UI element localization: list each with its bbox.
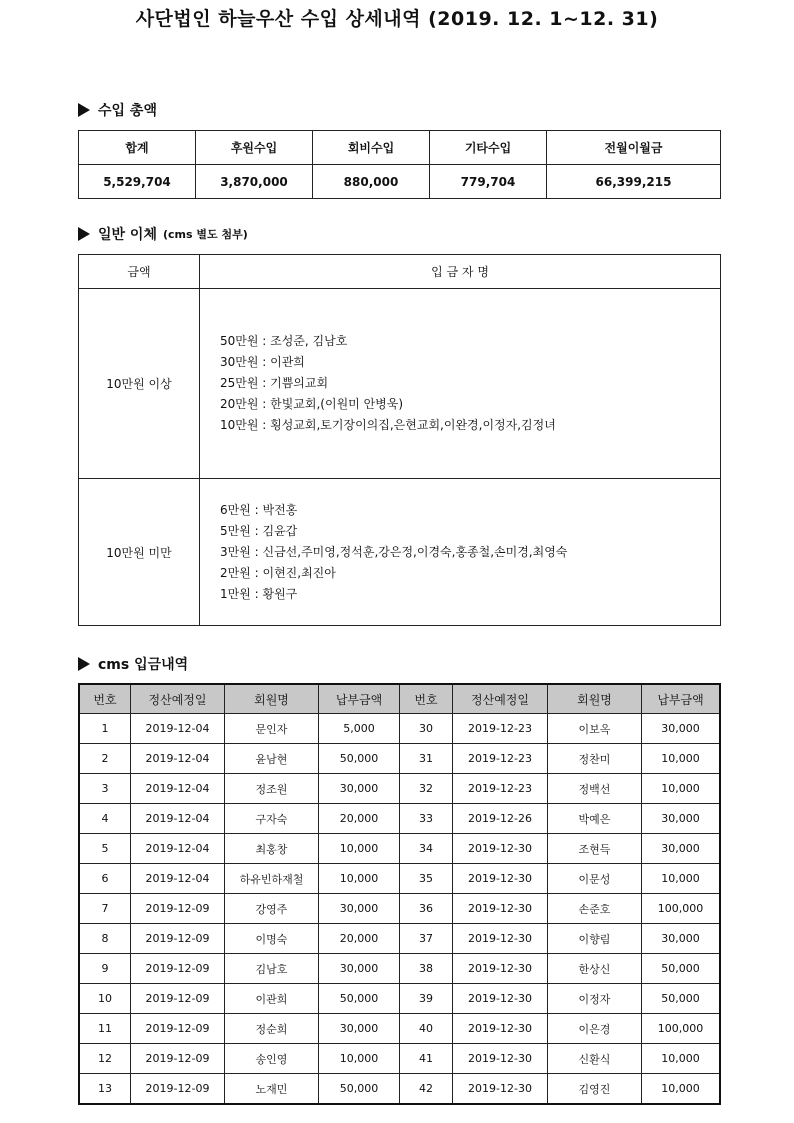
- cms-cell-member: 한상신: [548, 954, 642, 984]
- cms-cell-amount: 5,000: [319, 714, 400, 744]
- cms-header-no: 번호: [79, 684, 131, 714]
- cms-cell-no: 39: [400, 984, 453, 1014]
- cms-header-date: 정산예정일: [131, 684, 225, 714]
- cms-cell-date: 2019-12-23: [453, 744, 548, 774]
- cms-cell-member: 박예은: [548, 804, 642, 834]
- summary-header-other: 기타수입: [430, 131, 547, 165]
- cms-cell-date: 2019-12-04: [131, 804, 225, 834]
- cms-cell-date: 2019-12-23: [453, 714, 548, 744]
- general-heading-text: 일반 이체: [98, 227, 157, 243]
- cms-cell-date: 2019-12-30: [453, 984, 548, 1014]
- table-row: [79, 804, 720, 834]
- cms-cell-no: 8: [79, 924, 131, 954]
- cms-cell-amount: 30,000: [642, 714, 721, 744]
- cms-header-row: [79, 684, 720, 714]
- cms-cell-date: 2019-12-23: [453, 774, 548, 804]
- cms-cell-no: 5: [79, 834, 131, 864]
- table-row: [79, 744, 720, 774]
- cms-cell-amount: 30,000: [642, 804, 721, 834]
- cms-cell-no: 36: [400, 894, 453, 924]
- cms-cell-amount: 30,000: [642, 834, 721, 864]
- cms-cell-member: 조현득: [548, 834, 642, 864]
- triangle-bullet-icon: [78, 657, 90, 671]
- cms-cell-member: 정백선: [548, 774, 642, 804]
- cms-cell-no: 42: [400, 1074, 453, 1105]
- summary-value-donation: 3,870,000: [196, 165, 313, 199]
- cms-cell-amount: 30,000: [642, 924, 721, 954]
- table-row: [79, 894, 720, 924]
- cms-cell-amount: 50,000: [319, 744, 400, 774]
- donor-line: 10만원 : 횡성교회,토기장이의집,은현교회,이완경,이정자,김정녀: [220, 418, 556, 432]
- cms-cell-amount: 50,000: [642, 984, 721, 1014]
- donor-line: 5만원 : 김윤갑: [220, 523, 298, 538]
- cms-cell-no: 3: [79, 774, 131, 804]
- cms-body: [79, 714, 720, 1105]
- donor-row-under-100k: [79, 479, 721, 626]
- cms-cell-amount: 20,000: [319, 924, 400, 954]
- cms-cell-amount: 20,000: [319, 804, 400, 834]
- general-heading: [78, 224, 248, 244]
- cms-cell-amount: 10,000: [642, 864, 721, 894]
- cms-cell-amount: 10,000: [642, 1044, 721, 1074]
- cms-cell-member: 강영주: [225, 894, 319, 924]
- cms-header-amount: 납부금액: [319, 684, 400, 714]
- table-row: [79, 774, 720, 804]
- table-row: [79, 984, 720, 1014]
- cms-cell-no: 1: [79, 714, 131, 744]
- cms-cell-member: 구자숙: [225, 804, 319, 834]
- cms-cell-no: 32: [400, 774, 453, 804]
- summary-value-carryover: 66,399,215: [547, 165, 721, 199]
- summary-header-donation: 후원수입: [196, 131, 313, 165]
- cms-cell-amount: 50,000: [319, 984, 400, 1014]
- cms-cell-member: 정조원: [225, 774, 319, 804]
- cms-cell-date: 2019-12-26: [453, 804, 548, 834]
- cms-cell-member: 이보옥: [548, 714, 642, 744]
- cms-cell-member: 이명숙: [225, 924, 319, 954]
- cms-cell-date: 2019-12-09: [131, 1074, 225, 1105]
- cms-cell-no: 12: [79, 1044, 131, 1074]
- table-row: [79, 954, 720, 984]
- cms-cell-member: 손준호: [548, 894, 642, 924]
- cms-cell-no: 37: [400, 924, 453, 954]
- cms-header-member: 회원명: [548, 684, 642, 714]
- summary-value-total: 5,529,704: [79, 165, 196, 199]
- cms-cell-no: 9: [79, 954, 131, 984]
- cms-cell-no: 6: [79, 864, 131, 894]
- table-row: [79, 924, 720, 954]
- cms-cell-amount: 10,000: [319, 1044, 400, 1074]
- cms-cell-member: 최홍창: [225, 834, 319, 864]
- cms-header-amount: 납부금액: [642, 684, 721, 714]
- cms-cell-amount: 10,000: [319, 834, 400, 864]
- cms-cell-member: 정찬미: [548, 744, 642, 774]
- table-row: [79, 1014, 720, 1044]
- table-row: [79, 834, 720, 864]
- cms-cell-member: 송인영: [225, 1044, 319, 1074]
- cms-cell-date: 2019-12-04: [131, 834, 225, 864]
- cms-cell-no: 38: [400, 954, 453, 984]
- cms-cell-amount: 100,000: [642, 894, 721, 924]
- cms-cell-date: 2019-12-09: [131, 1044, 225, 1074]
- cms-cell-no: 11: [79, 1014, 131, 1044]
- cms-cell-member: 문인자: [225, 714, 319, 744]
- cms-cell-no: 2: [79, 744, 131, 774]
- cms-cell-no: 40: [400, 1014, 453, 1044]
- cms-cell-date: 2019-12-30: [453, 894, 548, 924]
- cms-cell-member: 이향림: [548, 924, 642, 954]
- summary-value-membership: 880,000: [313, 165, 430, 199]
- donor-header-row: [79, 255, 721, 289]
- cms-cell-date: 2019-12-30: [453, 834, 548, 864]
- summary-header-total: 합계: [79, 131, 196, 165]
- cms-cell-member: 신환식: [548, 1044, 642, 1074]
- cms-heading-text: cms 입금내역: [98, 657, 189, 673]
- table-row: [79, 1074, 720, 1105]
- cms-cell-member: 정순희: [225, 1014, 319, 1044]
- summary-heading-text: 수입 총액: [98, 103, 157, 119]
- cms-cell-amount: 50,000: [642, 954, 721, 984]
- cms-cell-amount: 100,000: [642, 1014, 721, 1044]
- table-row: [79, 714, 720, 744]
- cms-cell-no: 41: [400, 1044, 453, 1074]
- cms-cell-date: 2019-12-09: [131, 924, 225, 954]
- cms-cell-amount: 10,000: [642, 744, 721, 774]
- cms-cell-no: 34: [400, 834, 453, 864]
- summary-header-membership: 회비수입: [313, 131, 430, 165]
- triangle-bullet-icon: [78, 103, 90, 117]
- donor-line: 30만원 : 이관희: [220, 355, 305, 369]
- cms-cell-date: 2019-12-04: [131, 774, 225, 804]
- cms-cell-date: 2019-12-30: [453, 924, 548, 954]
- cms-cell-member: 김영진: [548, 1074, 642, 1105]
- cms-cell-member: 이은경: [548, 1014, 642, 1044]
- general-note: (cms 별도 첨부): [162, 228, 248, 241]
- cms-cell-date: 2019-12-30: [453, 1014, 548, 1044]
- page-title: 사단법인 하늘우산 수입 상세내역 (2019. 12. 1~12. 31): [135, 8, 659, 30]
- cms-header-date: 정산예정일: [453, 684, 548, 714]
- cms-header-member: 회원명: [225, 684, 319, 714]
- cms-cell-date: 2019-12-30: [453, 864, 548, 894]
- cms-cell-member: 김남호: [225, 954, 319, 984]
- cms-cell-amount: 10,000: [642, 1074, 721, 1105]
- cms-cell-date: 2019-12-30: [453, 1044, 548, 1074]
- cms-cell-amount: 30,000: [319, 954, 400, 984]
- summary-heading: [78, 100, 157, 120]
- donor-line: 3만원 : 신금선,주미영,정석훈,강은정,이경숙,홍종철,손미경,최영숙: [220, 544, 568, 559]
- cms-cell-date: 2019-12-04: [131, 744, 225, 774]
- cms-cell-date: 2019-12-09: [131, 1014, 225, 1044]
- table-row: [79, 1044, 720, 1074]
- donor-line: 2만원 : 이현진,최진아: [220, 565, 336, 580]
- cms-cell-member: 노재민: [225, 1074, 319, 1105]
- cms-cell-date: 2019-12-30: [453, 1074, 548, 1105]
- cms-cell-member: 이정자: [548, 984, 642, 1014]
- donor-header-names: 입 금 자 명: [200, 255, 721, 289]
- cms-heading: [78, 654, 188, 674]
- cms-header-no: 번호: [400, 684, 453, 714]
- donor-row-label: 10만원 미만: [79, 479, 200, 626]
- cms-cell-date: 2019-12-09: [131, 954, 225, 984]
- cms-cell-amount: 10,000: [642, 774, 721, 804]
- summary-table: [78, 130, 721, 199]
- cms-cell-amount: 30,000: [319, 774, 400, 804]
- summary-header-row: [79, 131, 721, 165]
- donor-line: 1만원 : 황원구: [220, 586, 298, 601]
- cms-cell-date: 2019-12-30: [453, 954, 548, 984]
- summary-value-row: [79, 165, 721, 199]
- cms-cell-member: 윤남현: [225, 744, 319, 774]
- cms-cell-date: 2019-12-04: [131, 714, 225, 744]
- cms-cell-date: 2019-12-09: [131, 984, 225, 1014]
- cms-cell-no: 30: [400, 714, 453, 744]
- cms-cell-no: 33: [400, 804, 453, 834]
- donor-row-over-100k: [79, 289, 721, 479]
- cms-cell-member: 이관희: [225, 984, 319, 1014]
- donor-line: 20만원 : 한빛교회,(이원미 안병욱): [220, 397, 404, 411]
- donor-line: 25만원 : 기쁨의교회: [220, 376, 329, 390]
- table-row: [79, 864, 720, 894]
- cms-cell-no: 7: [79, 894, 131, 924]
- cms-cell-no: 10: [79, 984, 131, 1014]
- cms-cell-date: 2019-12-04: [131, 864, 225, 894]
- cms-cell-no: 31: [400, 744, 453, 774]
- cms-cell-amount: 30,000: [319, 894, 400, 924]
- summary-header-carryover: 전월이월금: [547, 131, 721, 165]
- cms-cell-member: 하유빈하재철: [225, 864, 319, 894]
- donor-line: 6만원 : 박전홍: [220, 502, 298, 517]
- donor-header-amount: 금액: [79, 255, 200, 289]
- cms-cell-amount: 10,000: [319, 864, 400, 894]
- summary-value-other: 779,704: [430, 165, 547, 199]
- donor-line: 50만원 : 조성준, 김남호: [220, 334, 348, 348]
- cms-cell-amount: 50,000: [319, 1074, 400, 1105]
- cms-cell-no: 4: [79, 804, 131, 834]
- donor-row-lines: [200, 289, 721, 479]
- cms-cell-date: 2019-12-09: [131, 894, 225, 924]
- cms-cell-member: 이문성: [548, 864, 642, 894]
- donor-table: [78, 254, 721, 626]
- donor-row-label: 10만원 이상: [79, 289, 200, 479]
- cms-table: [78, 683, 721, 1105]
- cms-cell-no: 13: [79, 1074, 131, 1105]
- cms-cell-no: 35: [400, 864, 453, 894]
- cms-cell-amount: 30,000: [319, 1014, 400, 1044]
- donor-row-lines: [200, 479, 721, 626]
- triangle-bullet-icon: [78, 227, 90, 241]
